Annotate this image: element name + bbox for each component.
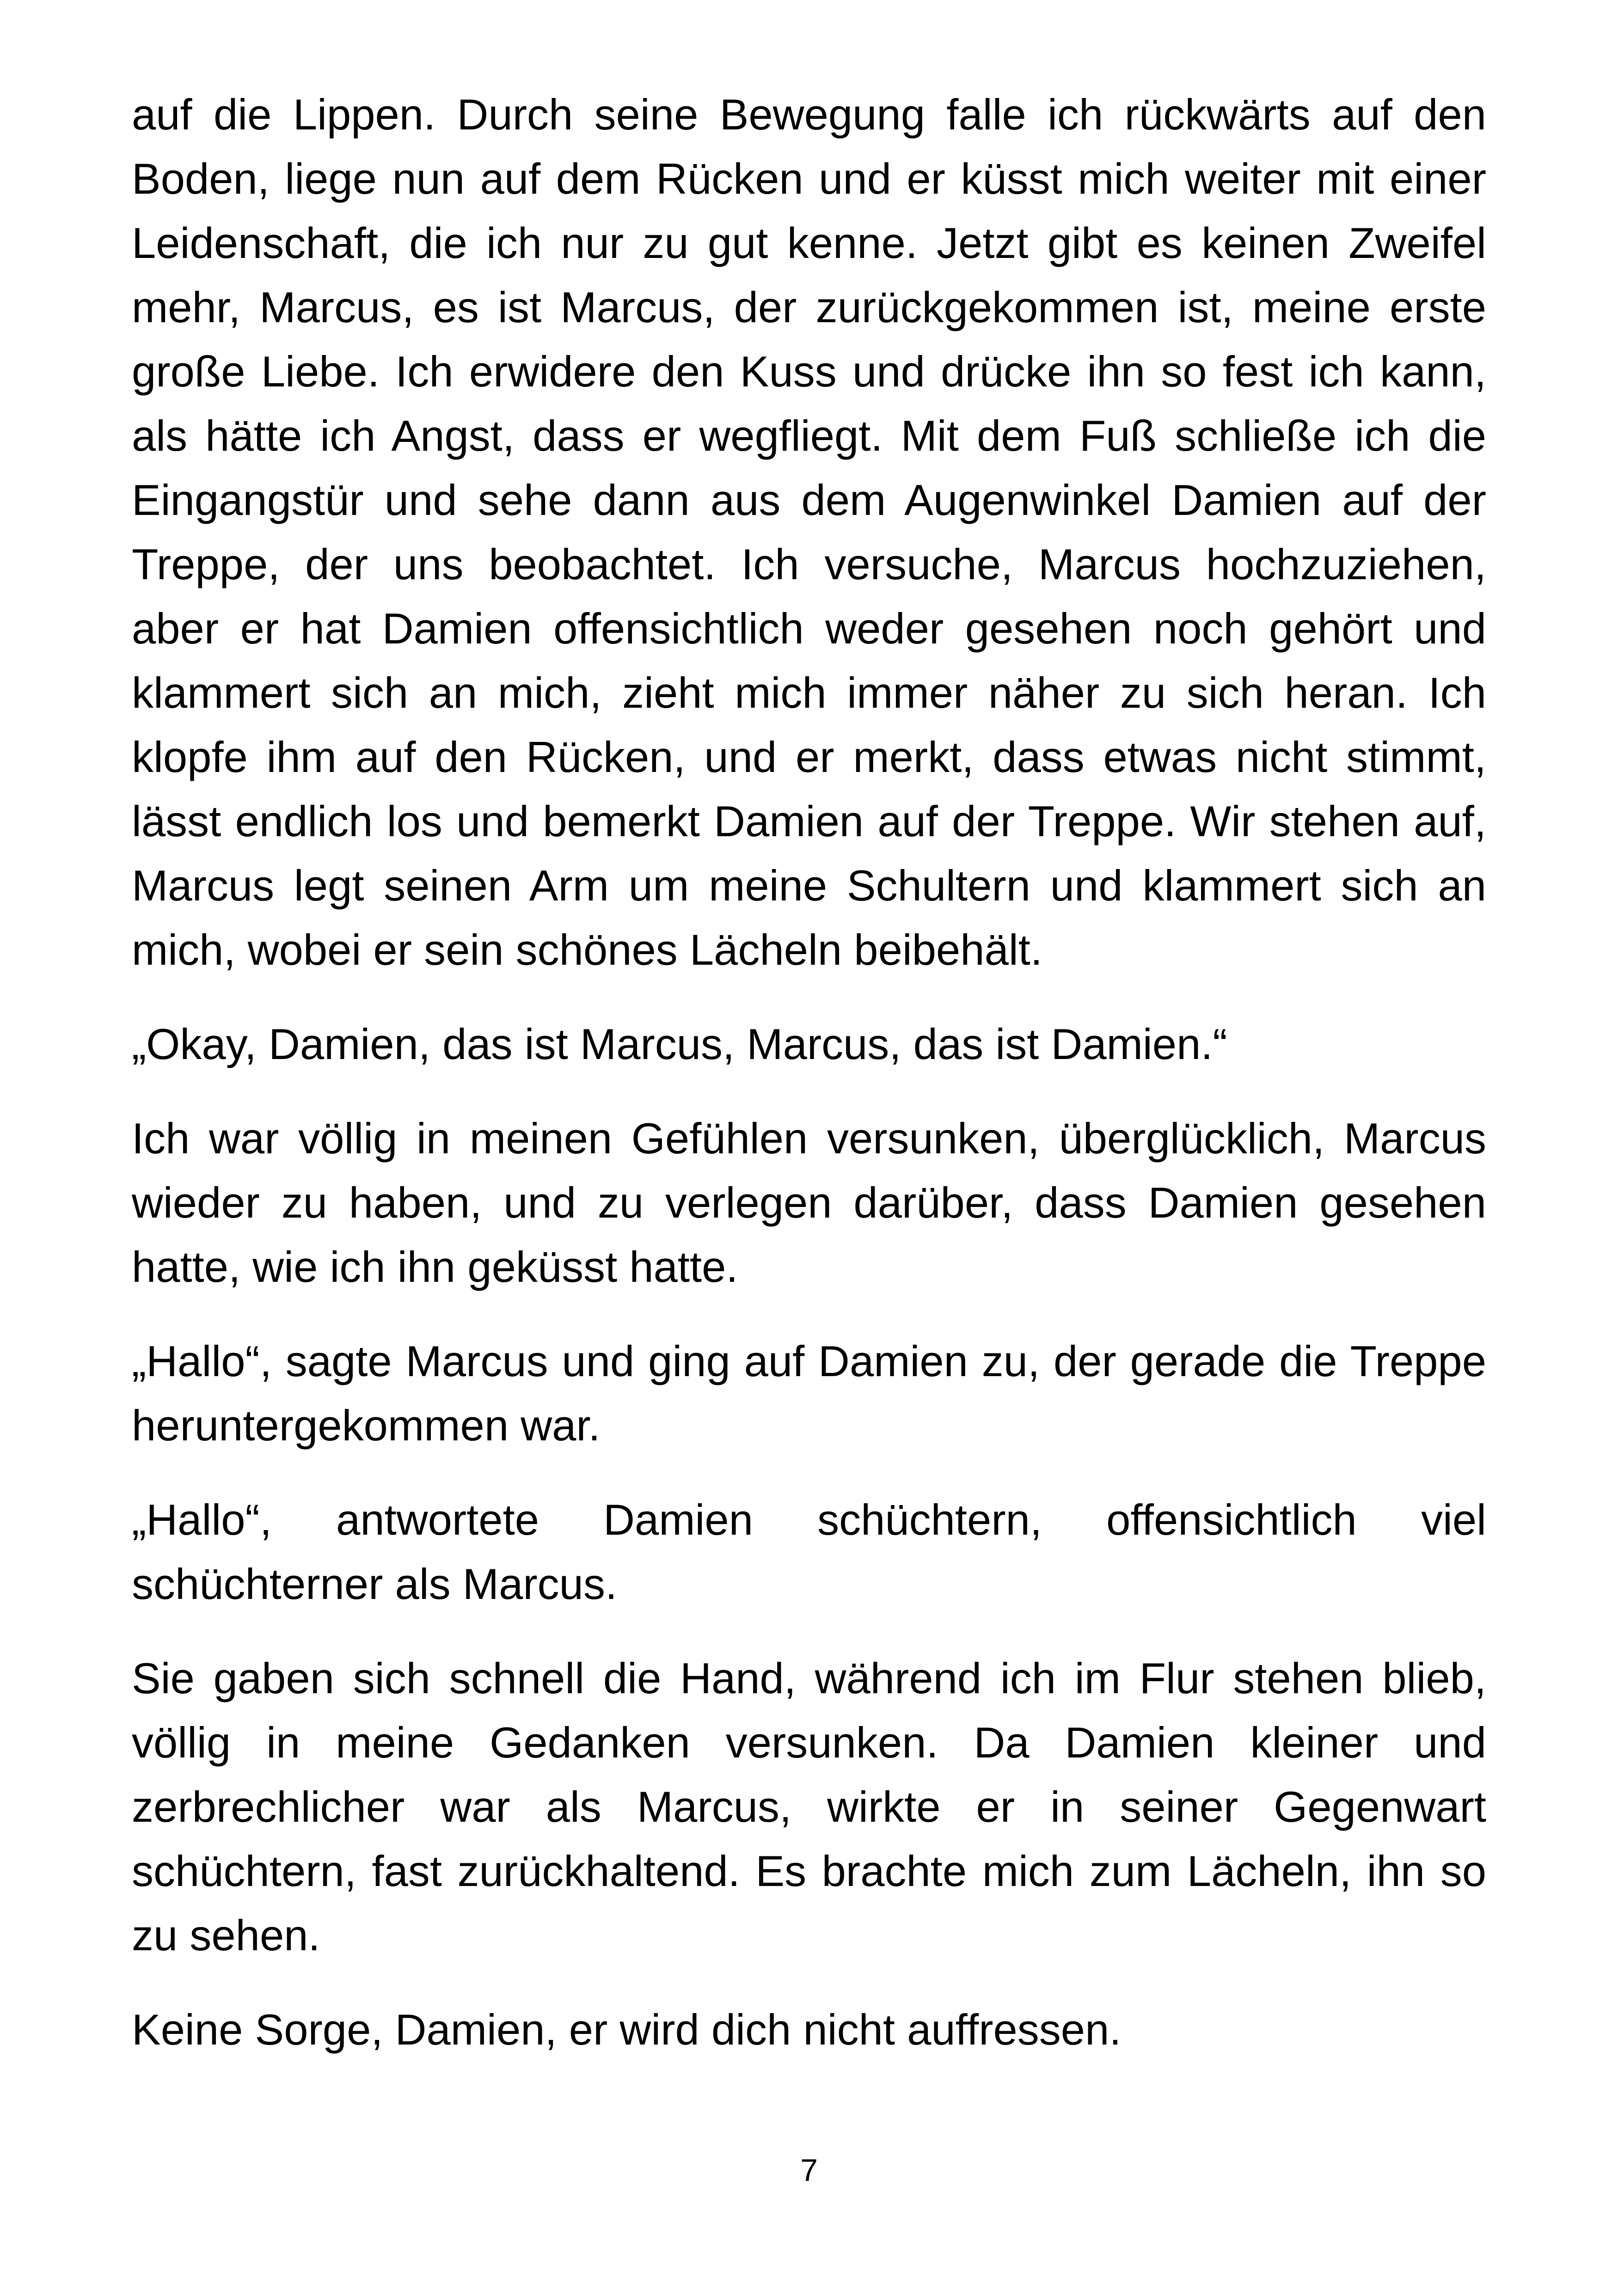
paragraph-6: Sie gaben sich schnell die Hand, während ich im Flur stehen blieb, völlig in meine Gedanken versunken. Da Damien kleiner und zerbrechlicher war als Marcus, wirkte er in seiner Gegenwart schüchtern, fast zurückhaltend. Es brachte mich zum Lächeln, ihn so zu sehen. [132, 1654, 1486, 1959]
paragraph-1: auf die Lippen. Durch seine Bewegung falle ich rückwärts auf den Boden, liege nun auf dem Rücken und er küsst mich weiter mit einer Leidenschaft, die ich nur zu gut kenne. Jetzt gibt es keinen Zweifel mehr, Marcus, es ist Marcus, der zurückgekommen ist, meine erste große Liebe. Ich erwidere den Kuss und drücke ihn so fest ich kann, als hätte ich Angst, dass er wegfliegt. Mit dem Fuß schließe ich die Eingangstür und sehe dann aus dem Augenwinkel Damien auf der Treppe, der uns beobachtet. Ich versuche, Marcus hochzuziehen, aber er hat Damien offensichtlich weder gesehen noch gehört und klammert sich an mich, zieht mich immer näher zu sich heran. Ich klopfe ihm auf den Rücken, und er merkt, dass etwas nicht stimmt, lässt endlich los und bemerkt Damien auf der Treppe. Wir stehen auf, Marcus legt seinen Arm um meine Schultern und klammert sich an mich, wobei er sein schönes Lächeln beibehält. [132, 90, 1486, 974]
paragraph-4: „Hallo“, sagte Marcus und ging auf Damien zu, der gerade die Treppe heruntergekommen war. [132, 1337, 1486, 1450]
paragraph-5: „Hallo“, antwortete Damien schüchtern, offensichtlich viel schüchterner als Marcus. [132, 1495, 1486, 1608]
paragraph-3: Ich war völlig in meinen Gefühlen versunken, überglücklich, Marcus wieder zu haben, und zu verlegen darüber, dass Damien gesehen hatte, wie ich ihn geküsst hatte. [132, 1114, 1486, 1291]
body-text [132, 82, 1486, 2062]
paragraph-7: Keine Sorge, Damien, er wird dich nicht auffressen. [132, 2005, 1122, 2054]
paragraph-2: „Okay, Damien, das ist Marcus, Marcus, das ist Damien.“ [132, 1020, 1227, 1068]
page-number: 7 [800, 2153, 818, 2188]
